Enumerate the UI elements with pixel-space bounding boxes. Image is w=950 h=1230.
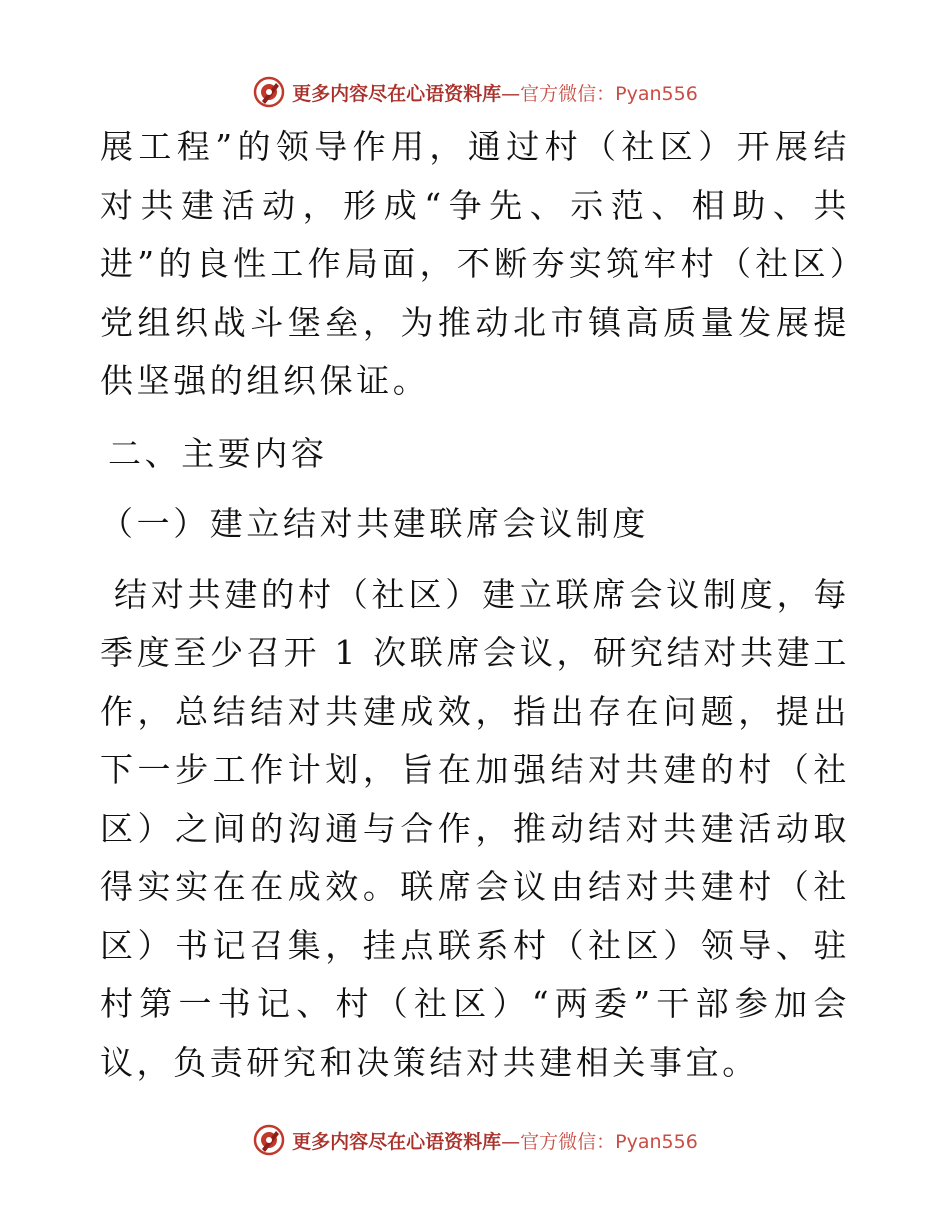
paragraph-intro-continuation: 展工程”的领导作用，通过村（社区）开展结对共建活动，形成“争先、示范、相助、共进”的良性工作局面，不断夯实筑牢村（社区）党组织战斗堡垒，为推动北市镇高质量发展提供坚强的组织保证。 (100, 127, 850, 400)
watermark-separator: — (501, 82, 521, 105)
paragraph-joint-meeting-system: 结对共建的村（社区）建立联席会议制度，每季度至少召开 1 次联席会议，研究结对共建工作，总结结对共建成效，指出存在问题，提出下一步工作计划，旨在加强结对共建的村（社区）之间的沟通与合作，推动结对共建活动取得实实在在成效。联席会议由结对共建村（社区）书记召集，挂点联系村（社区）领导、驻村第一书记、村（社区）“两委”干部参加会议，负责研究和决策结对共建相关事宜。 (100, 574, 850, 1082)
watermark-logo-icon (252, 75, 286, 109)
watermark-text (292, 1127, 698, 1154)
watermark-main-text: 更多内容尽在心语资料库 (292, 82, 502, 105)
watermark-contact-text: 官方微信：Pyan556 (520, 82, 698, 105)
document-body (100, 118, 850, 1092)
section-heading-main-content: 二、主要内容 (108, 433, 328, 473)
watermark-contact-text: 官方微信：Pyan556 (520, 1130, 698, 1153)
subsection-heading-joint-meeting: （一）建立结对共建联席会议制度 (100, 504, 649, 543)
watermark-text (292, 79, 698, 106)
footer-watermark (0, 1120, 950, 1160)
watermark-separator: — (501, 1130, 521, 1153)
watermark-logo-icon (252, 1123, 286, 1157)
header-watermark (0, 72, 950, 112)
watermark-main-text: 更多内容尽在心语资料库 (292, 1130, 502, 1153)
